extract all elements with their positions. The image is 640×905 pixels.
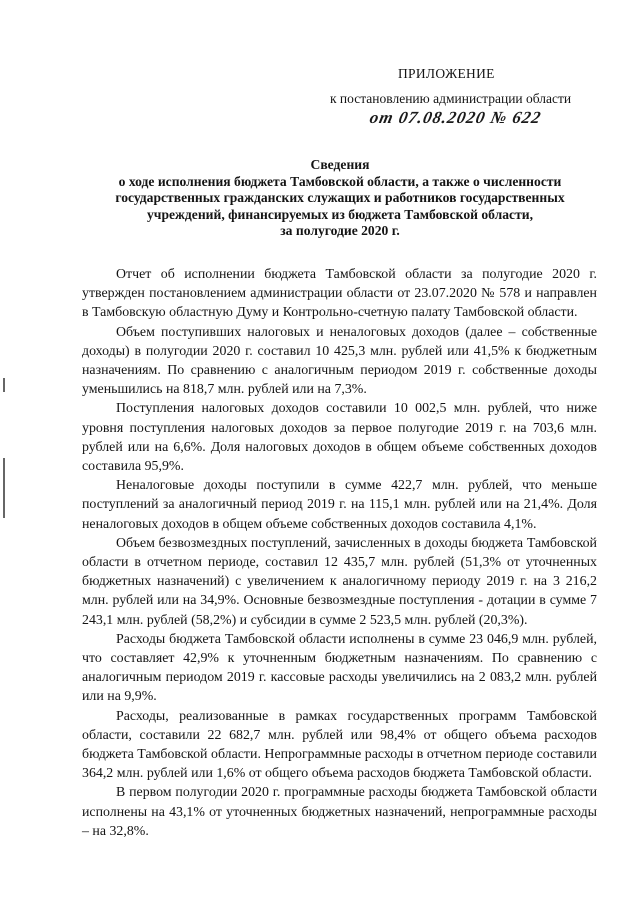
document-heading	[60, 157, 620, 240]
heading-line-3: государственных гражданских служащих и работников государственных	[115, 190, 565, 205]
paragraph-report-approval: Отчет об исполнении бюджета Тамбовской области за полугодие 2020 г. утвержден постановлением администрации области от 23.07.2020 № 578 и направлен в Тамбовскую областную Думу и Контрольно-счетную палату Тамбовской области.	[82, 267, 597, 321]
paragraph-tax-revenues: Поступления налоговых доходов составили 10 002,5 млн. рублей, что ниже уровня поступления налоговых доходов за первое полугодие 2019 г. на 703,6 млн. рублей или на 6,6%. Доля налоговых доходов в общем объеме собственных доходов составила 95,9%.	[82, 401, 597, 475]
document-body	[82, 265, 597, 841]
paragraph-gratuitous-receipts: Объем безвозмездных поступлений, зачисленных в доходы бюджета Тамбовской области в отчетном периоде, составил 12 435,7 млн. рублей (51,3% от уточненных бюджетных назначений) с увеличением к аналогичному периоду 2019 г. на 3 216,2 млн. рублей или на 34,9%. Основные безвозмездные поступления - дотации в сумме 7 243,1 млн. рублей (58,2%) и субсидии в сумме 2 523,5 млн. рублей (20,3%).	[82, 535, 597, 628]
paragraph-program-expenditures: Расходы, реализованные в рамках государственных программ Тамбовской области, составили 22 682,7 млн. рублей или 98,4% от общего объема расходов бюджета Тамбовской области. Непрограммные расходы в отчетном периоде составили 364,2 млн. рублей или 1,6% от общего объема расходов бюджета Тамбовской области.	[82, 708, 597, 782]
heading-line-4: учреждений, финансируемых из бюджета Тамбовской области,	[147, 206, 533, 222]
paragraph-expenditures: Расходы бюджета Тамбовской области исполнены в сумме 23 046,9 млн. рублей, что составляет 42,9% к уточненным бюджетным назначениям. По сравнению с аналогичным периодом 2019 г. кассовые расходы увеличились на 2 083,2 млн. рублей или на 9,9%.	[82, 631, 597, 705]
heading-line-1: Сведения	[310, 157, 370, 172]
heading-line-5: за полугодие 2020 г.	[280, 223, 400, 238]
scan-edge-mark	[3, 378, 5, 392]
paragraph-non-tax-revenues: Неналоговые доходы поступили в сумме 422,7 млн. рублей, что меньше поступлений за аналогичный период 2019 г. на 115,1 млн. рублей или на 21,4%. Доля неналоговых доходов в общем объеме собственных доходов составила 4,1%.	[82, 478, 597, 532]
paragraph-first-half-execution: В первом полугодии 2020 г. программные расходы бюджета Тамбовской области исполнены на 43,1% от уточненных бюджетных назначений, непрограммные расходы – на 32,8%.	[82, 785, 597, 839]
appendix-subtitle: к постановлению администрации области	[330, 91, 572, 106]
handwritten-date-number: от 07.08.2020 № 622	[368, 108, 544, 127]
heading-line-2: о ходе исполнения бюджета Тамбовской области, а также о численности	[118, 173, 562, 189]
paragraph-own-revenues: Объем поступивших налоговых и неналоговых доходов (далее – собственные доходы) в полугодии 2020 г. составил 10 425,3 млн. рублей или 41,5% к бюджетным назначениям. По сравнению с аналогичным периодом 2019 г. собственные доходы уменьшились на 818,7 млн. рублей или на 7,3%.	[82, 324, 597, 398]
scan-edge-mark	[3, 458, 5, 518]
appendix-title: ПРИЛОЖЕНИЕ	[398, 66, 495, 81]
